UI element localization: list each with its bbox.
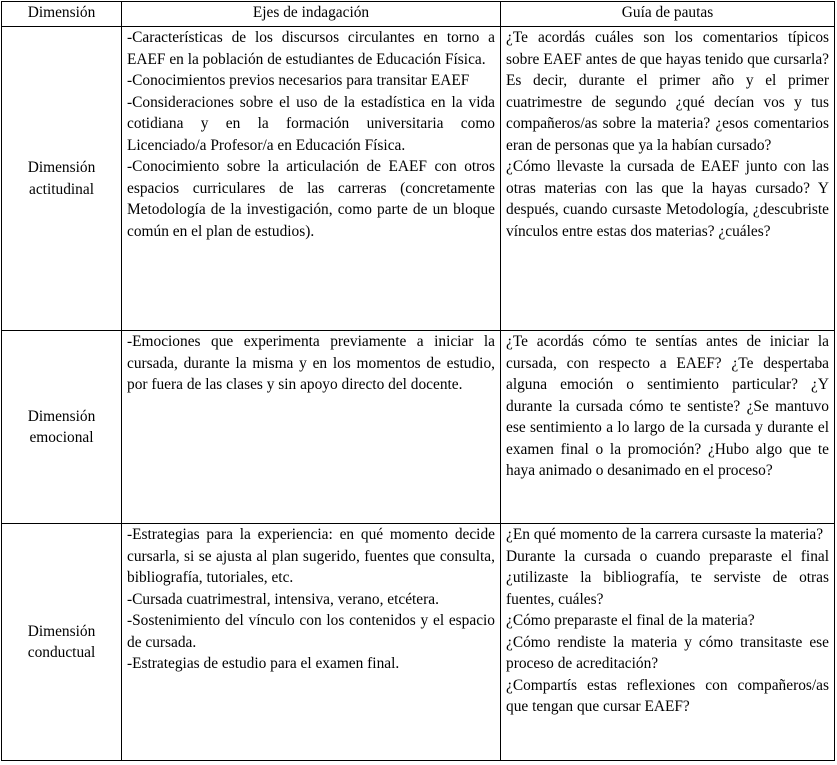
dimension-cell — [2, 524, 122, 761]
guia-question: ¿En qué momento de la carrera cursaste la materia? — [506, 526, 824, 543]
guia-question: ¿Te acordás cómo te sentías antes de iniciar la cursada, con respecto a EAEF? ¿Te despertaba alguna emoción o sentimiento particular? ¿Y durante la cursada cómo te sentiste? ¿Se mantuvo ese sentimiento a lo largo de la cursada y durante el examen final o la promoción? ¿Hubo algo que te haya animado o desanimado en el proceso? — [506, 333, 829, 479]
dimension-label-line1: Dimensión — [27, 407, 96, 425]
guia-cell — [501, 331, 835, 524]
table-header-row — [2, 2, 835, 27]
eje-item: -Conocimientos previos necesarios para transitar EAEF — [127, 72, 470, 89]
guia-question: ¿Cómo rendiste la materia y cómo transitaste ese proceso de acreditación? — [506, 633, 829, 672]
dimension-label-line2: actitudinal — [29, 180, 94, 198]
guia-question: ¿Cómo llevaste la cursada de EAEF junto con las otras materias con las que la hayas cursado? Y después, cuando cursaste Metodología, ¿descubriste vínculos entre estas dos materias? ¿cuáles? — [506, 158, 829, 240]
eje-item: -Emociones que experimenta previamente a iniciar la cursada, durante la misma y en los momentos de estudio, por fuera de las clases y sin apoyo directo del docente. — [127, 333, 495, 393]
eje-item: -Características de los discursos circulantes en torno a EAEF en la población de estudiantes de Educación Física. — [127, 29, 495, 68]
dimension-label-line2: conductual — [27, 644, 96, 661]
header-dimension: Dimensión — [2, 2, 122, 27]
dimension-label-line1: Dimensión — [27, 159, 96, 176]
interview-guide-table — [1, 1, 835, 761]
ejes-cell — [122, 27, 501, 331]
dimension-cell — [2, 27, 122, 331]
guia-question: ¿Cómo preparaste el final de la materia? — [506, 612, 755, 629]
header-ejes: Ejes de indagación — [122, 2, 501, 27]
guia-cell — [501, 524, 835, 761]
eje-item: -Estrategias para la experiencia: en qué momento decide cursarla, si se ajusta al plan sugerido, fuentes que consulta, bibliografía, tutoriales, etc. — [127, 526, 495, 586]
dimension-label-line1: Dimensión — [27, 622, 96, 640]
eje-item: -Sostenimiento del vínculo con los contenidos y el espacio de cursada. — [127, 612, 495, 651]
ejes-cell — [122, 331, 501, 524]
ejes-cell — [122, 524, 501, 761]
table-row-actitudinal — [2, 27, 835, 331]
guia-cell — [501, 27, 835, 331]
dimension-label-line2: emocional — [29, 429, 94, 446]
dimension-cell — [2, 331, 122, 524]
table-row-emocional — [2, 331, 835, 524]
header-guia: Guía de pautas — [501, 2, 835, 27]
guia-question: ¿Te acordás cuáles son los comentarios típicos sobre EAEF antes de que hayas tenido que cursarla? Es decir, durante el primer año y el primer cuatrimestre de segundo ¿qué decían vos y tus compañeros/as sobre la materia? ¿esos comentarios eran de personas que ya la habían cursado? — [506, 29, 829, 154]
table-row-conductual — [2, 524, 835, 761]
eje-item: -Consideraciones sobre el uso de la estadística en la vida cotidiana y en la formación universitaria como Licenciado/a Profesor/a en Educación Física. — [127, 93, 495, 154]
eje-item: -Cursada cuatrimestral, intensiva, verano, etcétera. — [127, 590, 439, 608]
eje-item: -Estrategias de estudio para el examen final. — [127, 655, 400, 672]
eje-item: -Conocimiento sobre la articulación de EAEF con otros espacios curriculares de las carreras (concretamente Metodología de la investigación, como parte de un bloque común en el plan de estudios). — [127, 158, 495, 240]
guia-question: Durante la cursada o cuando preparaste el final ¿utilizaste la bibliografía, te serviste de otras fuentes, cuáles? — [506, 547, 829, 608]
guia-question: ¿Compartís estas reflexiones con compañeros/as que tengan que cursar EAEF? — [506, 676, 829, 715]
